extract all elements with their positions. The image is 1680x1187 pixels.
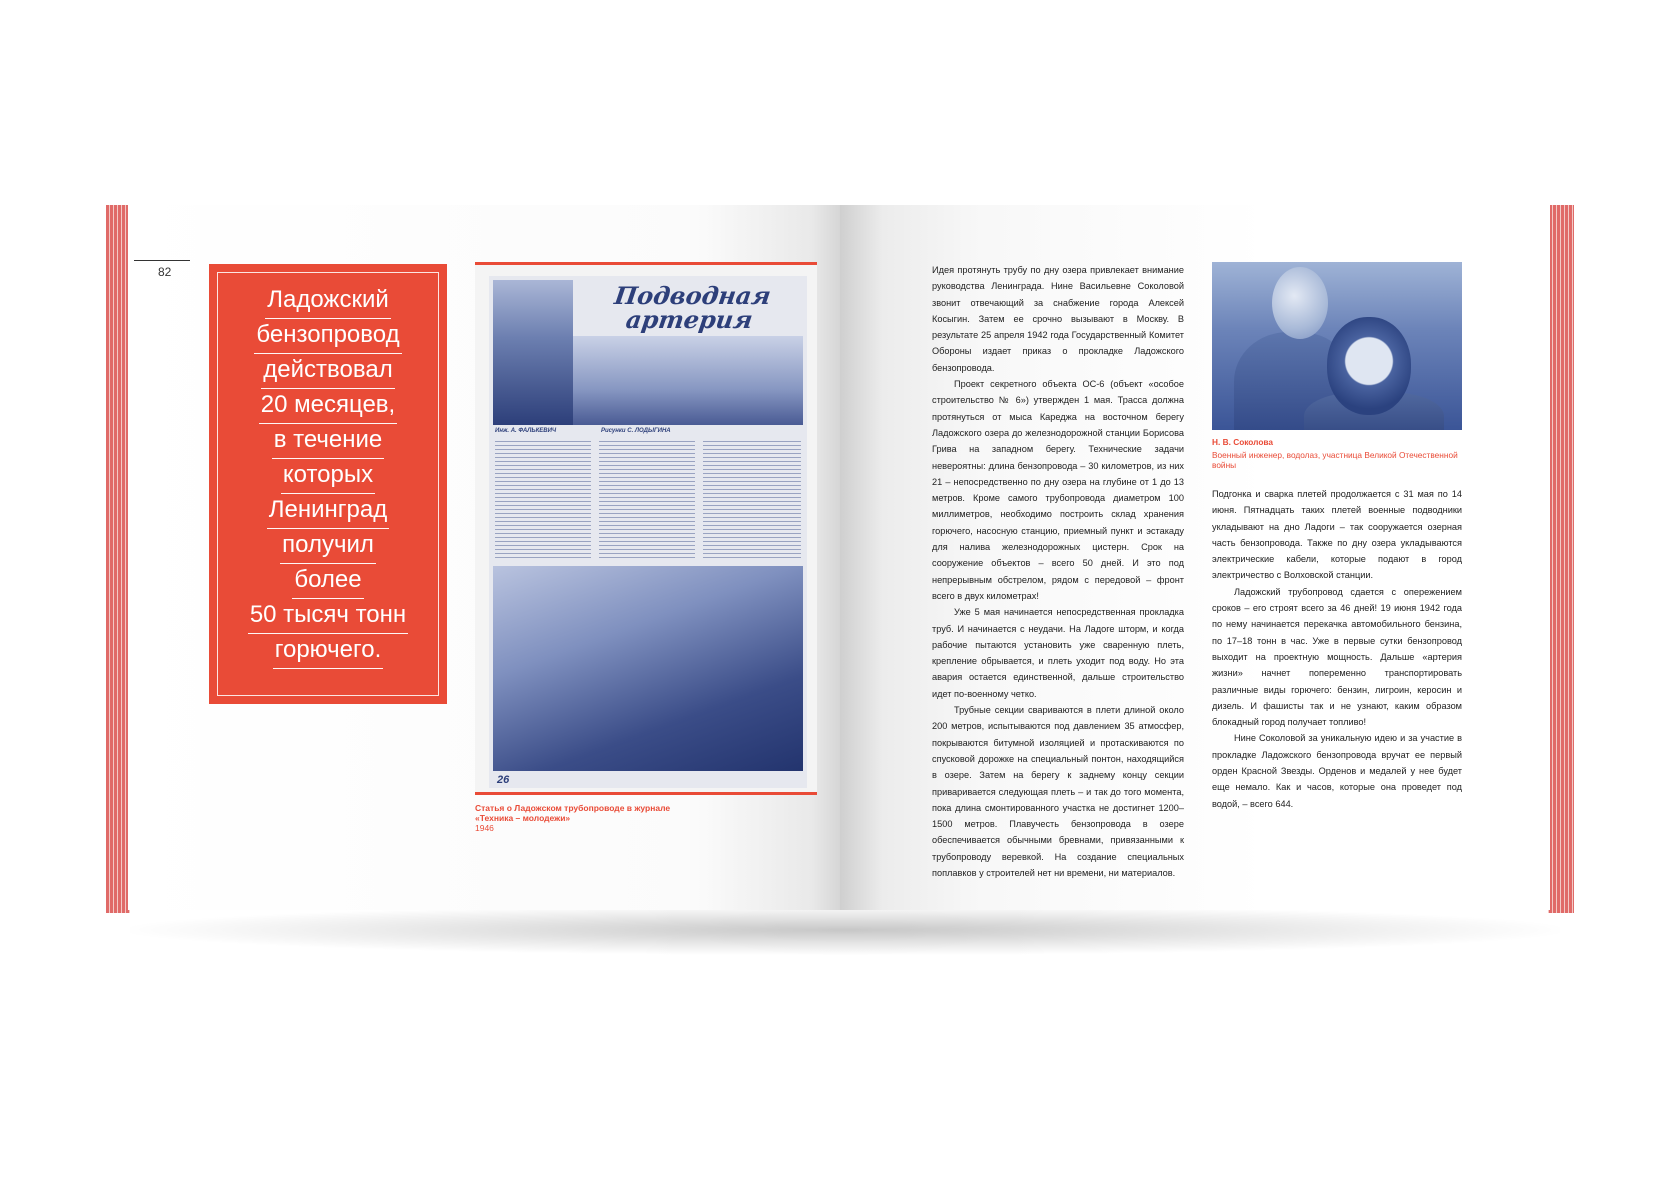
paragraph: Идея протянуть трубу по дну озера привлекает внимание руководства Ленинграда. Нине Васильевне Соколовой звонит отвечающий за снабжение города Алексей Косыгин. Затем ее срочно вызывают в Москву. В результате 25 апреля 1942 года Государственный Комитет Обороны издает приказ о прокладке Ладожского бензопровода. [932,265,1184,373]
paragraph: Подгонка и сварка плетей продолжается с 31 мая по 14 июня. Пятнадцать таких плетей военные подводники укладывают на дно Ладоги – так сооружается озерная часть бензопровода. Также по дну озера укладываются электрические кабели, которые подают в город электричество с Волховской станции. [1212,489,1462,581]
paragraph: Уже 5 мая начинается непосредственная прокладка труб. И начинается с неудачи. На Ладоге шторм, и когда рабочие пытаются установить уже сваренную плеть, крепление обрывается, и плеть уходит под воду. Но эта авария остается единственной, дальше строительство идет по-военному четко. [932,607,1184,699]
pull-quote-line: в течение [272,424,385,459]
right-page-edge [1548,205,1574,913]
pull-quote [209,284,447,669]
page-number: 82 [158,265,172,279]
pull-quote-line: Ладожский [265,284,391,319]
scan-photo-shore [573,336,803,425]
scan-text-column [495,441,591,561]
paragraph: Ладожский трубопровод сдается с опережением сроков – его строят всего за 46 дней! 19 июня 1942 года по нему начинается перекачка автомобильного бензина, по 17–18 тонн в час. Уже в первые сутки бензопровод выходит на проектную мощность. Дальше «артерия жизни» начнет попеременно транспортировать различные виды горючего: бензин, лигроин, керосин и дизель. И фашисты так и не узнают, каким образом блокадный город получает топливо! [1212,586,1462,728]
scan-headline: Подводная артерия [612,281,773,334]
pull-quote-line: действовал [261,354,394,389]
clipping-caption-text: Статья о Ладожском трубопроводе в журнале «Техника – молодежи» [475,803,671,823]
pull-quote-line: Ленинград [267,494,389,529]
book-shadow [130,905,1560,955]
portrait-statue-head [1272,267,1328,339]
paragraph: Проект секретного объекта ОС-6 (объект «особое строительство № 6») утвержден 1 мая. Трасса должна протянуться от мыса Кареджа на восточном берегу Ладожского озера до железнодорожной станции Борисова Грива на западном берегу. Технические задачи невероятны: длина бензопровода – 30 километров, из них 21 – непосредственно по дну озера на глубине от 1 до 13 метров. Кроме самого трубопровода диаметром 100 миллиметров, необходимо построить склад хранения горючего, насосную станцию, приемный пункт и эстакаду для налива железнодорожных цистерн. Срок на сооружение объектов – всего 50 дней. И это под непрерывным обстрелом, рядом с передовой – фронт всего в двух километрах! [932,379,1184,601]
pull-quote-line: бензопровод [254,319,401,354]
clipping-top-rule [475,262,817,265]
pull-quote-line: 20 месяцев, [259,389,397,424]
clipping-caption [475,803,675,833]
pull-quote-line: 50 тысяч тонн [248,599,408,634]
clipping-caption-year: 1946 [475,823,494,833]
magazine-scan [489,276,807,788]
pull-quote-line: получил [280,529,376,564]
portrait-diving-helmet [1327,317,1411,415]
scan-text-column [599,441,695,561]
left-page-edge [106,205,130,913]
body-column-1 [932,262,1184,881]
scan-byline-artist: Рисунки С. ЛОДЫГИНА [601,428,671,434]
body-column-2 [1212,486,1462,812]
portrait-caption-description: Военный инженер, водолаз, участница Великой Отечественной войны [1212,449,1458,470]
portrait-photo [1212,262,1462,430]
paragraph: Трубные секции свариваются в плети длиной около 200 метров, испытываются под давлением 35 атмосфер, покрываются битумной изоляцией и протаскиваются по спусковой дорожке на специальный понтон, находящийся в озере. Затем на берегу к заднему концу секции приваривается следующая плеть – и так до того момента, пока длина смонтированного участка не достигнет 1200–1500 метров. Плавучесть бензопровода в озере обеспечивается обычными бревнами, привязанными к трубопроводу веревкой. На создание специальных поплавков у строителей нет ни времени, ни материалов. [932,705,1184,878]
pull-quote-line: которых [281,459,375,494]
paragraph: Нине Соколовой за уникальную идею и за участие в прокладке Ладожского бензопровода вручат ее первый орден Красной Звезды. Орденов и медалей у нее будет еще немало. Как и часов, которые она проведет под водой, – всего 644. [1212,733,1462,809]
page-number-rule [134,260,190,261]
pull-quote-box [209,264,447,704]
clipping-bottom-rule [475,792,817,795]
scan-photo-pipeline [493,566,803,771]
scan-byline-author: Инж. А. ФАЛЬКЕВИЧ [495,428,557,434]
scan-photo-workers [493,280,573,425]
magazine-clipping [475,262,817,795]
scan-page-number: 26 [497,774,510,786]
portrait-caption-name: Н. В. Соколова [1212,437,1274,447]
pull-quote-line: горючего. [273,634,384,669]
scan-text-column [703,441,801,561]
pull-quote-line: более [292,564,363,599]
portrait-caption [1212,437,1462,471]
